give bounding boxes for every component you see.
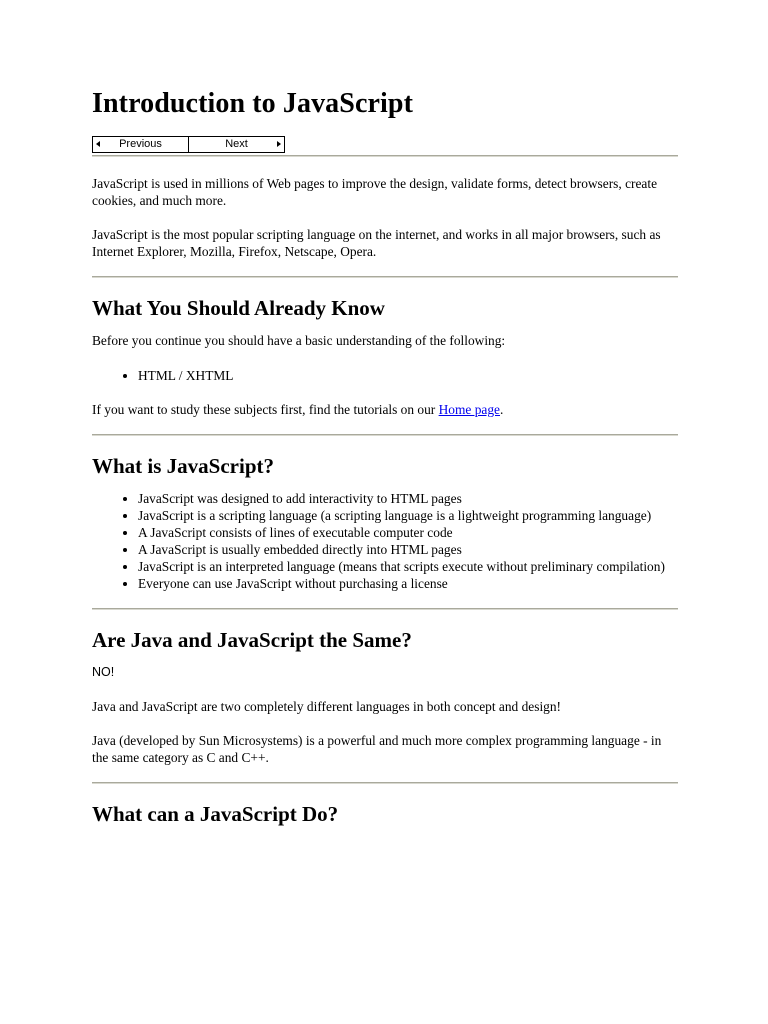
- same-answer: NO!: [92, 665, 115, 679]
- section-heading-can: What can a JavaScript Do?: [92, 802, 339, 826]
- section-heading-what: What is JavaScript?: [92, 454, 275, 478]
- list-item: • HTML / XHTML: [138, 367, 678, 384]
- know-lead: Before you continue you should have a basic understanding of the following:: [92, 333, 506, 348]
- divider: [92, 276, 678, 278]
- list-item: • A JavaScript consists of lines of executable computer code: [138, 524, 678, 541]
- study-end: .: [499, 402, 504, 417]
- arrow-right-icon: [277, 141, 281, 147]
- study-text: If you want to study these subjects first, find the tutorials on our: [92, 402, 439, 417]
- divider: [92, 434, 678, 436]
- intro-paragraph: JavaScript is the most popular scripting language on the internet, and works in all major browsers, such as Internet Explorer, Mozilla, Firefox, Netscape, Opera.: [92, 227, 661, 259]
- list-item: • JavaScript is a scripting language (a scripting language is a lightweight programming language): [138, 507, 678, 524]
- divider: [92, 608, 678, 610]
- same-paragraph: Java (developed by Sun Microsystems) is a powerful and much more complex programming language - in the same category as C and C++.: [92, 733, 662, 765]
- section-heading-same: Are Java and JavaScript the Same?: [92, 628, 412, 652]
- arrow-left-icon: [96, 141, 100, 147]
- next-button[interactable]: [189, 137, 284, 152]
- divider: [92, 155, 678, 157]
- prerequisite-list: [92, 367, 678, 384]
- page-title: Introduction to JavaScript: [92, 88, 413, 119]
- what-list: [92, 490, 678, 592]
- same-paragraph: Java and JavaScript are two completely different languages in both concept and design!: [92, 699, 562, 714]
- section-heading-know: What You Should Already Know: [92, 296, 385, 320]
- home-page-link[interactable]: Home page: [438, 402, 500, 417]
- divider: [92, 782, 678, 784]
- previous-button[interactable]: [93, 137, 189, 152]
- previous-label: Previous: [119, 138, 162, 150]
- next-label: Next: [225, 138, 248, 150]
- list-item: • Everyone can use JavaScript without purchasing a license: [138, 575, 678, 592]
- list-item: • JavaScript is an interpreted language (means that scripts execute without preliminary compilation): [138, 558, 678, 575]
- tutorial-navigation: [92, 136, 285, 153]
- page-content: [92, 86, 678, 827]
- intro-paragraph: JavaScript is used in millions of Web pages to improve the design, validate forms, detect browsers, create cookies, and much more.: [92, 176, 658, 208]
- list-item: • A JavaScript is usually embedded directly into HTML pages: [138, 541, 678, 558]
- study-paragraph: [92, 401, 678, 418]
- list-item: • JavaScript was designed to add interactivity to HTML pages: [138, 490, 678, 507]
